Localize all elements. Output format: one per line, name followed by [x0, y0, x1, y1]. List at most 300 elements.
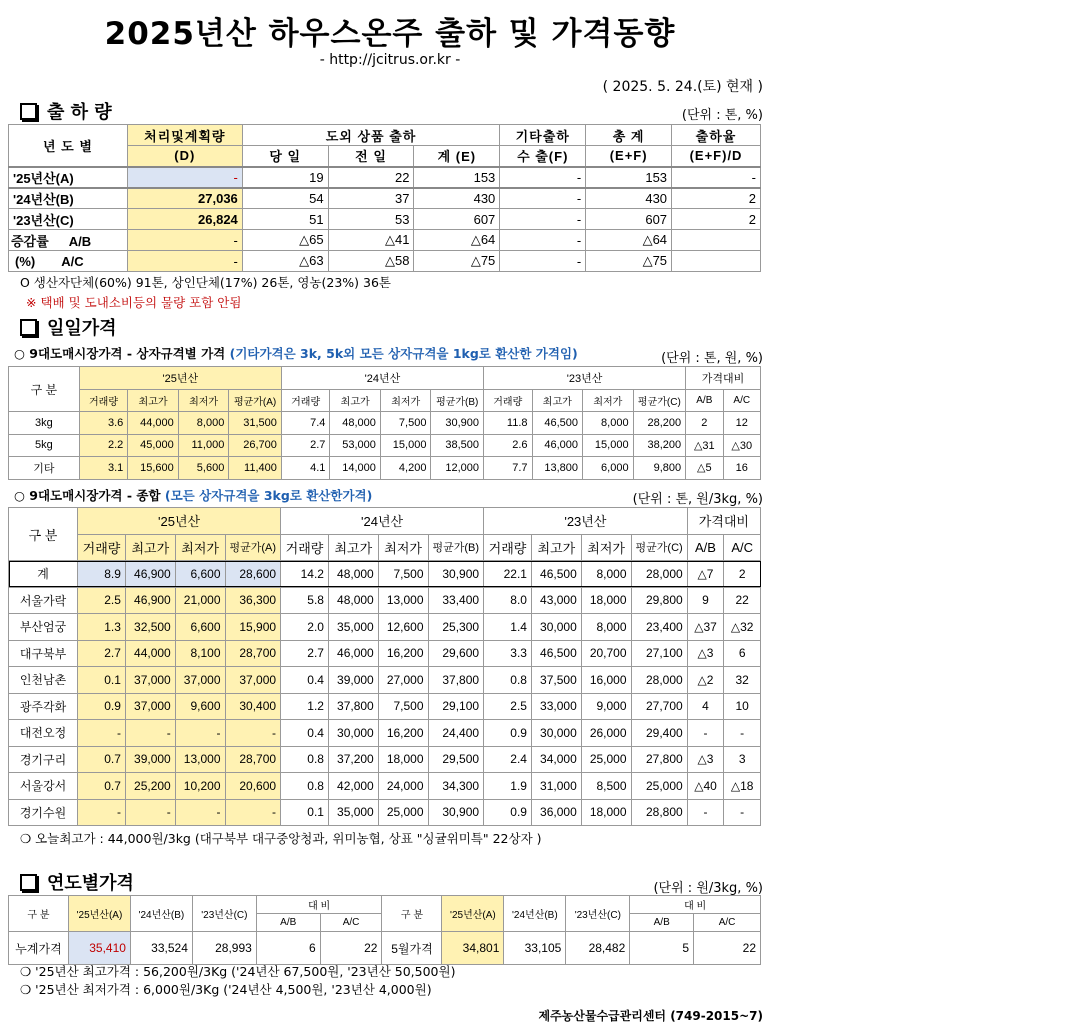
cell: 25,300 — [428, 614, 484, 641]
cell: 3.6 — [79, 412, 128, 435]
table-row — [9, 667, 761, 694]
col-min: 최저가 — [175, 534, 225, 561]
cell: 29,800 — [631, 587, 687, 614]
row-label: 서울강서 — [9, 773, 78, 800]
market-rows — [9, 561, 761, 826]
table-row — [9, 746, 761, 773]
cell: 46,500 — [531, 561, 581, 588]
col-ac: A/C — [320, 914, 382, 932]
cell: 27,000 — [378, 667, 428, 694]
col-avg-a: 평균가(A) — [225, 534, 281, 561]
cell: 37,800 — [428, 667, 484, 694]
cell: 46,900 — [125, 561, 175, 588]
row-label-month: 5월가격 — [382, 932, 442, 965]
header-processing-sub: (D) — [127, 146, 242, 167]
cell: 7.4 — [281, 412, 330, 435]
cell: 29,400 — [631, 720, 687, 747]
cell: 48,000 — [328, 587, 378, 614]
cell: 26,824 — [127, 209, 242, 230]
col-compare: 대 비 — [630, 896, 761, 914]
cell: △58 — [328, 251, 414, 272]
cell: 31,000 — [531, 773, 581, 800]
row-label: '23년산(C) — [9, 209, 128, 230]
cell: △30 — [723, 434, 760, 457]
cell: △3 — [687, 640, 724, 667]
shipment-unit: (단위 : 톤, %) — [681, 108, 763, 123]
cell: - — [687, 799, 724, 826]
cell: △75 — [414, 251, 500, 272]
cell: 11,400 — [229, 457, 282, 480]
checkbox-square-icon — [20, 319, 37, 336]
cell: 33,400 — [428, 587, 484, 614]
cell: 9,800 — [633, 457, 686, 480]
col-gubun: 구 분 — [382, 896, 442, 932]
table-row — [9, 799, 761, 826]
cell: 2.0 — [281, 614, 329, 641]
cell: 11,000 — [178, 434, 229, 457]
cell: - — [500, 230, 586, 251]
row-label: 광주각화 — [9, 693, 78, 720]
cell: 16 — [723, 457, 760, 480]
table-row — [9, 209, 761, 230]
cell: - — [724, 799, 761, 826]
col-avg-b: 평균가(B) — [431, 389, 484, 412]
cell: 3.3 — [484, 640, 532, 667]
market-price-table — [8, 507, 761, 826]
cell: 51 — [242, 209, 328, 230]
table-row — [9, 561, 761, 588]
table-row — [9, 720, 761, 747]
cell: 46,500 — [531, 640, 581, 667]
cell: 28,993 — [192, 932, 256, 965]
col-ab: A/B — [686, 389, 723, 412]
cell: 46,000 — [532, 434, 583, 457]
cell — [672, 230, 761, 251]
cell: - — [672, 167, 761, 188]
cell: 3.1 — [79, 457, 128, 480]
table-row — [9, 932, 761, 965]
cell: 2 — [672, 209, 761, 230]
cell: 16,000 — [581, 667, 631, 694]
col-c: '23년산(C) — [566, 896, 630, 932]
yearly-unit: (단위 : 원/3kg, %) — [653, 881, 763, 896]
cell: 2.6 — [484, 434, 533, 457]
cell: 153 — [586, 167, 672, 188]
col-c: '23년산(C) — [192, 896, 256, 932]
header-rate: 출하율 — [672, 125, 761, 146]
shipment-section-title — [20, 98, 112, 124]
cell: 0.9 — [484, 799, 532, 826]
yearly-min-note: ❍ '25년산 최저가격 : 6,000원/3Kg ('24년산 4,500원, '23년산 4,000원) — [20, 982, 432, 997]
col-max: 최고가 — [532, 389, 583, 412]
cell: △18 — [724, 773, 761, 800]
cell: 8,000 — [178, 412, 229, 435]
cell: 33,524 — [130, 932, 192, 965]
cell: 22 — [320, 932, 382, 965]
daily-sub2-blue: (모든 상자규격을 3kg로 환산한가격) — [164, 488, 373, 503]
cell: 12 — [723, 412, 760, 435]
cell: 2.7 — [281, 434, 330, 457]
cell: 35,410 — [68, 932, 130, 965]
checkbox-square-icon — [20, 103, 37, 120]
cell: 11.8 — [484, 412, 533, 435]
col-avg-a: 평균가(A) — [229, 389, 282, 412]
cell: 9 — [687, 587, 724, 614]
cell: 18,000 — [581, 799, 631, 826]
cell: 44,000 — [125, 640, 175, 667]
cell: 22.1 — [484, 561, 532, 588]
cell: 33,000 — [531, 693, 581, 720]
col-min: 최저가 — [380, 389, 431, 412]
cell: 27,036 — [127, 188, 242, 209]
cell: 29,600 — [428, 640, 484, 667]
col-ac: A/C — [723, 389, 760, 412]
cell: 4,200 — [380, 457, 431, 480]
cell: 32,500 — [125, 614, 175, 641]
cell: 0.8 — [281, 773, 329, 800]
cell: △64 — [586, 230, 672, 251]
cell: 37 — [328, 188, 414, 209]
cell: 16,200 — [378, 640, 428, 667]
header-prev-day: 전 일 — [328, 146, 414, 167]
cell: 25,000 — [581, 746, 631, 773]
cell: 0.1 — [78, 667, 126, 694]
cell: 8,500 — [581, 773, 631, 800]
cell: △63 — [242, 251, 328, 272]
cell: 37,000 — [225, 667, 281, 694]
daily-sub1 — [14, 344, 578, 362]
cell: 19 — [242, 167, 328, 188]
cell: - — [127, 230, 242, 251]
cell: 1.9 — [484, 773, 532, 800]
row-label: 계 — [9, 561, 78, 588]
col-max: 최고가 — [128, 389, 179, 412]
change-label — [9, 230, 128, 251]
col-ab: A/B — [630, 914, 694, 932]
cell: △32 — [724, 614, 761, 641]
cell: 16,200 — [378, 720, 428, 747]
cell: 1.4 — [484, 614, 532, 641]
cell: 4 — [687, 693, 724, 720]
cell: 8.9 — [78, 561, 126, 588]
cell: 33,105 — [504, 932, 566, 965]
cell: 3 — [724, 746, 761, 773]
cell: 21,000 — [175, 587, 225, 614]
cell: 9,000 — [581, 693, 631, 720]
col-compare: 가격대비 — [686, 367, 761, 390]
table-row — [9, 412, 761, 435]
shipment-note-excluded: ※ 택배 및 도내소비등의 물량 포함 안됨 — [26, 295, 242, 310]
yearly-price-table — [8, 895, 761, 965]
cell: 53 — [328, 209, 414, 230]
cell: 36,300 — [225, 587, 281, 614]
cell: 430 — [586, 188, 672, 209]
cell: △31 — [686, 434, 723, 457]
cell: 6,600 — [175, 561, 225, 588]
cell: - — [125, 720, 175, 747]
cell: 12,600 — [378, 614, 428, 641]
daily-sub1-text: ○ 9대도매시장가격 - 상자규격별 가격 — [14, 346, 230, 361]
cell: 24,400 — [428, 720, 484, 747]
cell: 0.4 — [281, 667, 329, 694]
cell: 37,000 — [125, 667, 175, 694]
col-compare: 가격대비 — [687, 508, 760, 535]
cell: 2.5 — [484, 693, 532, 720]
cell: 0.7 — [78, 746, 126, 773]
table-row — [9, 167, 761, 188]
cell: 430 — [414, 188, 500, 209]
daily-section-title — [20, 314, 117, 340]
yearly-title-text: 연도별가격 — [47, 873, 134, 894]
cell: △5 — [686, 457, 723, 480]
cell: 23,400 — [631, 614, 687, 641]
cell: 5 — [630, 932, 694, 965]
cell — [672, 251, 761, 272]
cell: - — [125, 799, 175, 826]
shipment-note: O 생산자단체(60%) 91톤, 상인단체(17%) 26톤, 영농(23%) 36톤 — [20, 275, 392, 290]
cell: 2 — [686, 412, 723, 435]
cell: 13,000 — [175, 746, 225, 773]
box-size-table — [8, 366, 761, 480]
table-row — [9, 614, 761, 641]
footer-org: 제주농산물수급관리센터 (749-2015~7) — [538, 1009, 763, 1023]
col-a: '25년산(A) — [442, 896, 504, 932]
cell: 53,000 — [330, 434, 381, 457]
col-y24: '24년산 — [281, 367, 483, 390]
cell: 27,800 — [631, 746, 687, 773]
cell: 2 — [672, 188, 761, 209]
cell: 48,000 — [330, 412, 381, 435]
change-ac-label: A/C — [61, 253, 84, 269]
row-label: 5kg — [9, 434, 80, 457]
checkbox-square-icon — [20, 874, 37, 891]
cell: 15,600 — [128, 457, 179, 480]
row-label-cumulative: 누계가격 — [9, 932, 69, 965]
table-row — [9, 251, 761, 272]
table-row — [9, 587, 761, 614]
cell: 15,000 — [380, 434, 431, 457]
cell: 39,000 — [328, 667, 378, 694]
cell: 25,000 — [378, 799, 428, 826]
row-label: 경기수원 — [9, 799, 78, 826]
cell: 46,000 — [328, 640, 378, 667]
cell: 0.9 — [484, 720, 532, 747]
cell: 31,500 — [229, 412, 282, 435]
header-processing: 처리및계획량 — [127, 125, 242, 146]
cell: 28,200 — [633, 412, 686, 435]
table-row — [9, 434, 761, 457]
cell: 37,000 — [125, 693, 175, 720]
cell: 7,500 — [380, 412, 431, 435]
cell: 6,600 — [175, 614, 225, 641]
today-max-note: ❍ 오늘최고가 : 44,000원/3kg (대구북부 대구중앙청과, 위미농협, 상표 "싱귤위미특" 22상자 ) — [20, 831, 542, 846]
cell: 30,900 — [428, 561, 484, 588]
col-compare: 대 비 — [256, 896, 382, 914]
table-row — [9, 230, 761, 251]
col-max: 최고가 — [531, 534, 581, 561]
header-export: 수 출(F) — [500, 146, 586, 167]
daily-unit1: (단위 : 톤, 원, %) — [661, 351, 763, 366]
cell: 18,000 — [581, 587, 631, 614]
col-ab: A/B — [256, 914, 320, 932]
col-y23: '23년산 — [484, 367, 686, 390]
cell: 38,200 — [633, 434, 686, 457]
cell: 25,000 — [631, 773, 687, 800]
col-y25: '25년산 — [79, 367, 281, 390]
cell: - — [127, 167, 242, 188]
cell: 14.2 — [281, 561, 329, 588]
cell: 6 — [256, 932, 320, 965]
cell: 22 — [724, 587, 761, 614]
cell: 1.2 — [281, 693, 329, 720]
cell: 54 — [242, 188, 328, 209]
col-avg-b: 평균가(B) — [428, 534, 484, 561]
col-b: '24년산(B) — [504, 896, 566, 932]
cell: 8,000 — [581, 614, 631, 641]
cell: - — [225, 720, 281, 747]
row-label: 서울가락 — [9, 587, 78, 614]
cell: 7,500 — [378, 561, 428, 588]
cell: 22 — [694, 932, 761, 965]
cell: 4.1 — [281, 457, 330, 480]
cell: 0.7 — [78, 773, 126, 800]
col-max: 최고가 — [125, 534, 175, 561]
row-label: 기타 — [9, 457, 80, 480]
cell: 28,700 — [225, 640, 281, 667]
cell: - — [500, 167, 586, 188]
cell: 32 — [724, 667, 761, 694]
cell: 5,600 — [178, 457, 229, 480]
cell: 27,100 — [631, 640, 687, 667]
row-label: 대전오정 — [9, 720, 78, 747]
cell: 27,700 — [631, 693, 687, 720]
shipment-table — [8, 124, 761, 272]
cell: - — [78, 799, 126, 826]
cell: 37,800 — [328, 693, 378, 720]
col-max: 최고가 — [330, 389, 381, 412]
cell: 29,100 — [428, 693, 484, 720]
col-ac: A/C — [694, 914, 761, 932]
col-vol: 거래량 — [484, 389, 533, 412]
cell: 13,800 — [532, 457, 583, 480]
cell: 34,300 — [428, 773, 484, 800]
page-title: 2025년산 하우스온주 출하 및 가격동향 — [104, 16, 676, 52]
table-row — [9, 693, 761, 720]
cell: 9,600 — [175, 693, 225, 720]
yearly-section-title — [20, 869, 134, 895]
col-min: 최저가 — [178, 389, 229, 412]
cell: 46,900 — [125, 587, 175, 614]
cell: 28,482 — [566, 932, 630, 965]
daily-unit2: (단위 : 톤, 원/3kg, %) — [632, 492, 763, 507]
row-label: 경기구리 — [9, 746, 78, 773]
header-today: 당 일 — [242, 146, 328, 167]
change-pct-label — [9, 251, 128, 272]
cell: - — [175, 799, 225, 826]
cell: 29,500 — [428, 746, 484, 773]
box-size-rows — [9, 412, 761, 480]
daily-sub2 — [14, 486, 372, 504]
cell: 153 — [414, 167, 500, 188]
cell: 0.8 — [281, 746, 329, 773]
cell: 37,000 — [175, 667, 225, 694]
cell: 35,000 — [328, 799, 378, 826]
site-url[interactable]: - http://jcitrus.or.kr - — [319, 52, 461, 68]
cell: 20,600 — [225, 773, 281, 800]
cell: 8,000 — [583, 412, 634, 435]
cell: 10 — [724, 693, 761, 720]
cell: 2.2 — [79, 434, 128, 457]
cell: 38,500 — [431, 434, 484, 457]
cell: △40 — [687, 773, 724, 800]
change-ab-label: A/B — [68, 233, 92, 249]
cell: 22 — [328, 167, 414, 188]
cell: △2 — [687, 667, 724, 694]
cell: 39,000 — [125, 746, 175, 773]
cell: - — [687, 720, 724, 747]
cell: 15,900 — [225, 614, 281, 641]
header-rate-sub: (E+F)/D — [672, 146, 761, 167]
cell: 30,900 — [431, 412, 484, 435]
cell: △37 — [687, 614, 724, 641]
cell: 30,900 — [428, 799, 484, 826]
cell: 607 — [414, 209, 500, 230]
header-total-sub: (E+F) — [586, 146, 672, 167]
cell: 45,000 — [128, 434, 179, 457]
col-y25: '25년산 — [78, 508, 281, 535]
cell: 0.1 — [281, 799, 329, 826]
cell: 0.9 — [78, 693, 126, 720]
cell: - — [225, 799, 281, 826]
header-outside: 도외 상품 출하 — [242, 125, 500, 146]
change-label-text: 증감률 — [11, 233, 49, 249]
cell: 18,000 — [378, 746, 428, 773]
yearly-max-note: ❍ '25년산 최고가격 : 56,200원/3Kg ('24년산 67,500원, '23년산 50,500원) — [20, 964, 456, 979]
cell: 25,200 — [125, 773, 175, 800]
cell: 7,500 — [378, 693, 428, 720]
row-label: 인천남촌 — [9, 667, 78, 694]
row-label: '25년산(A) — [9, 167, 128, 188]
daily-sub1-blue: (기타가격은 3k, 5k외 모든 상자규격을 1kg로 환산한 가격임) — [229, 346, 578, 361]
table-row — [9, 640, 761, 667]
cell: 2 — [724, 561, 761, 588]
col-vol: 거래량 — [484, 534, 532, 561]
cell: 42,000 — [328, 773, 378, 800]
cell: 37,500 — [531, 667, 581, 694]
cell: 26,700 — [229, 434, 282, 457]
col-avg-c: 평균가(C) — [631, 534, 687, 561]
cell: 14,000 — [330, 457, 381, 480]
cell: 34,000 — [531, 746, 581, 773]
cell: 1.3 — [78, 614, 126, 641]
cell: 46,500 — [532, 412, 583, 435]
cell: 10,200 — [175, 773, 225, 800]
cell: - — [724, 720, 761, 747]
daily-sub2-text: ○ 9대도매시장가격 - 종합 — [14, 488, 165, 503]
table-row — [9, 773, 761, 800]
cell: - — [127, 251, 242, 272]
row-label: 부산엄궁 — [9, 614, 78, 641]
row-label: '24년산(B) — [9, 188, 128, 209]
cell: 6 — [724, 640, 761, 667]
cell: 6,000 — [583, 457, 634, 480]
cell: 2.4 — [484, 746, 532, 773]
col-y24: '24년산 — [281, 508, 484, 535]
cell: 28,600 — [225, 561, 281, 588]
row-label: 3kg — [9, 412, 80, 435]
daily-title-text: 일일가격 — [47, 318, 117, 339]
col-min: 최저가 — [378, 534, 428, 561]
